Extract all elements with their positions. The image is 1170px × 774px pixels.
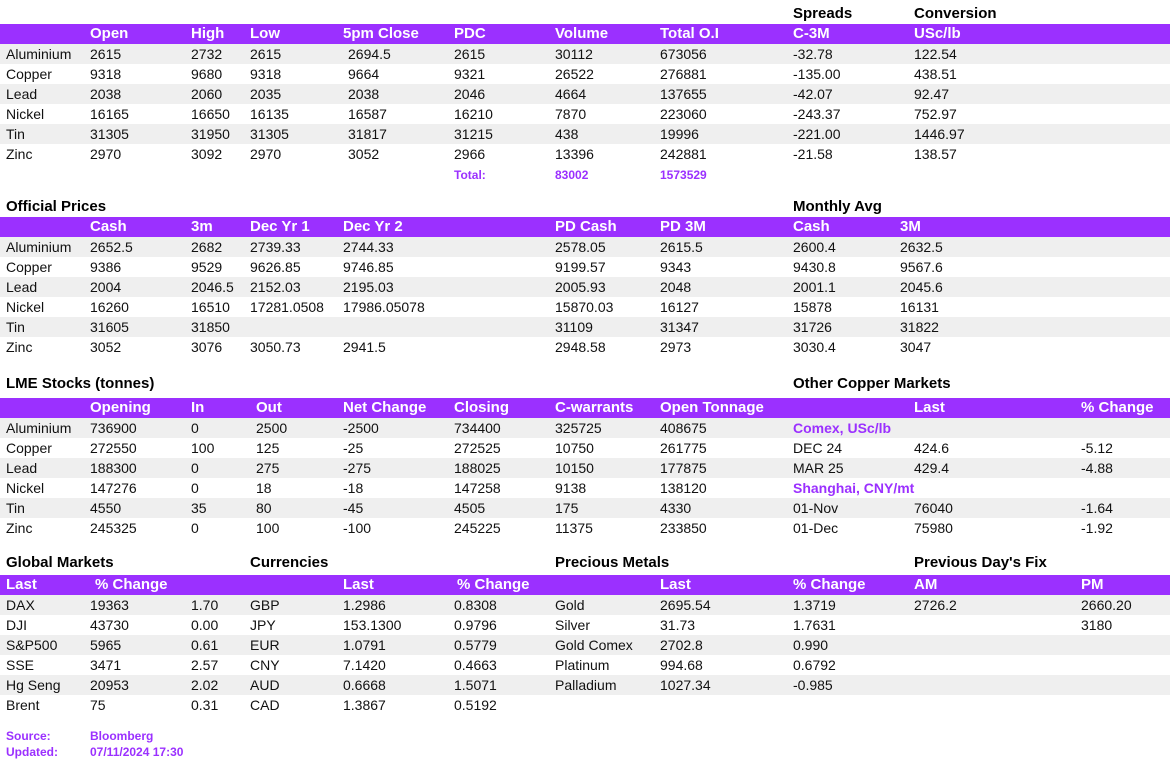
table-cell: 438.51 (914, 66, 957, 82)
table-cell: 138120 (660, 480, 707, 496)
market-subheader: Shanghai, CNY/mt (793, 480, 915, 496)
table-cell: 16210 (454, 106, 493, 122)
table-cell: 2970 (250, 146, 282, 162)
table-cell: 9318 (90, 66, 122, 82)
table-cell: 188300 (90, 460, 137, 476)
table-cell: 16131 (900, 299, 939, 315)
column-header: AM (914, 576, 938, 593)
metal-name: Zinc (6, 146, 33, 162)
table-cell: 137655 (660, 86, 707, 102)
table-cell: 2046.5 (191, 279, 234, 295)
column-header: Last (6, 576, 37, 593)
table-cell: Gold (555, 597, 585, 613)
table-cell: 2004 (90, 279, 122, 295)
column-header: PDC (454, 25, 486, 42)
table-cell: 9318 (250, 66, 282, 82)
table-cell: 9199.57 (555, 259, 606, 275)
table-cell: 9321 (454, 66, 486, 82)
table-cell: 16510 (191, 299, 230, 315)
table-cell: 0 (191, 420, 199, 436)
table-cell: 736900 (90, 420, 137, 436)
spreads-title: Spreads (793, 5, 853, 22)
table-cell: 0.5779 (454, 637, 497, 653)
table-cell: 2682 (191, 239, 223, 255)
table-cell: 2970 (90, 146, 122, 162)
table-cell: 0.61 (191, 637, 219, 653)
table-cell: 276881 (660, 66, 707, 82)
column-header: Cash (90, 218, 127, 235)
metal-name: Nickel (6, 480, 45, 496)
table-cell: 0 (191, 460, 199, 476)
table-cell: 2060 (191, 86, 223, 102)
total-volume: 83002 (555, 168, 589, 182)
table-cell: 2744.33 (343, 239, 394, 255)
table-cell: 0.9796 (454, 617, 497, 633)
total-open-interest: 1573529 (660, 168, 707, 182)
table-cell: 4330 (660, 500, 692, 516)
column-header: In (191, 399, 205, 416)
top-header-bar (0, 24, 1170, 44)
table-cell: 11375 (555, 520, 593, 536)
table-cell: 100 (256, 520, 280, 536)
table-cell: 16587 (348, 106, 387, 122)
table-cell: 2660.20 (1081, 597, 1132, 613)
table-cell: 223060 (660, 106, 707, 122)
contract-label: 01-Nov (793, 500, 839, 516)
table-cell: 0 (191, 520, 199, 536)
table-cell: 2732 (191, 46, 223, 62)
table-cell: 2726.2 (914, 597, 957, 613)
table-cell: 2739.33 (250, 239, 301, 255)
table-cell: 16165 (90, 106, 129, 122)
column-header: 5pm Close (343, 25, 419, 42)
column-header: Dec Yr 2 (343, 218, 403, 235)
table-cell: -2500 (343, 420, 379, 436)
table-cell: 245225 (454, 520, 501, 536)
table-cell: 0.8308 (454, 597, 497, 613)
table-cell: 2632.5 (900, 239, 943, 255)
table-cell: 9626.85 (250, 259, 301, 275)
global-markets-title: Global Markets (6, 554, 114, 571)
contract-label: DEC 24 (793, 440, 843, 456)
table-cell: 994.68 (660, 657, 703, 673)
table-cell: 9138 (555, 480, 587, 496)
column-header: PD Cash (555, 218, 617, 235)
table-cell: 0.5192 (454, 697, 497, 713)
table-cell: 2195.03 (343, 279, 394, 295)
table-cell: 7870 (555, 106, 587, 122)
column-header: C-warrants (555, 399, 634, 416)
row-stripe (0, 124, 1170, 144)
table-cell: 5965 (90, 637, 122, 653)
table-cell: 20953 (90, 677, 129, 693)
table-cell: 3471 (90, 657, 122, 673)
table-cell: SSE (6, 657, 35, 673)
table-cell: 734400 (454, 420, 501, 436)
table-cell: 2948.58 (555, 339, 606, 355)
table-cell: 125 (256, 440, 280, 456)
table-cell: 0.6792 (793, 657, 836, 673)
table-cell: Palladium (555, 677, 617, 693)
table-cell: 2048 (660, 279, 692, 295)
table-cell: GBP (250, 597, 280, 613)
pct-change: -1.92 (1081, 520, 1113, 536)
table-cell: 31305 (90, 126, 129, 142)
table-cell: 122.54 (914, 46, 957, 62)
table-cell: CNY (250, 657, 280, 673)
table-cell: 3076 (191, 339, 223, 355)
precious-metals-title: Precious Metals (555, 554, 670, 571)
pct-change: -5.12 (1081, 440, 1113, 456)
market-subheader: Comex, USc/lb (793, 420, 892, 436)
column-header: Out (256, 399, 282, 416)
table-cell: 3030.4 (793, 339, 836, 355)
table-cell: -0.985 (793, 677, 833, 693)
table-cell: EUR (250, 637, 280, 653)
table-cell: 272525 (454, 440, 501, 456)
table-cell: 147276 (90, 480, 137, 496)
table-cell: 26522 (555, 66, 594, 82)
column-header: Last (343, 576, 374, 593)
table-cell: -243.37 (793, 106, 841, 122)
table-cell: 31347 (660, 319, 699, 335)
table-cell: Brent (6, 697, 40, 713)
table-cell: 2.57 (191, 657, 219, 673)
updated-value: 07/11/2024 17:30 (90, 745, 184, 759)
contract-label: MAR 25 (793, 460, 844, 476)
column-header: High (191, 25, 225, 42)
table-cell: 7.1420 (343, 657, 386, 673)
metal-name: Lead (6, 279, 38, 295)
metal-name: Nickel (6, 106, 45, 122)
last-value: 76040 (914, 500, 953, 516)
table-cell: 10150 (555, 460, 594, 476)
column-header: Last (660, 576, 691, 593)
table-cell: 0.6668 (343, 677, 386, 693)
metal-name: Aluminium (6, 46, 72, 62)
table-cell: 4550 (90, 500, 122, 516)
metal-name: Tin (6, 500, 25, 516)
column-header: PD 3M (660, 218, 706, 235)
table-cell: 1446.97 (914, 126, 965, 142)
column-header: % Change (457, 576, 530, 593)
table-cell: 1.3719 (793, 597, 836, 613)
table-cell: -21.58 (793, 146, 833, 162)
table-cell: 3180 (1081, 617, 1113, 633)
column-header: Closing (454, 399, 509, 416)
metal-name: Zinc (6, 339, 33, 355)
column-header: 3m (191, 218, 213, 235)
table-cell: 3047 (900, 339, 932, 355)
column-header: USc/lb (914, 25, 961, 42)
column-header: Last (914, 399, 945, 416)
table-cell: 9680 (191, 66, 223, 82)
column-header: Volume (555, 25, 609, 42)
table-cell: -100 (343, 520, 372, 536)
table-cell: Platinum (555, 657, 610, 673)
source-label: Source: (6, 729, 51, 743)
table-cell: Gold Comex (555, 637, 633, 653)
table-cell: 1.70 (191, 597, 219, 613)
table-cell: 3052 (348, 146, 380, 162)
table-cell: 17281.0508 (250, 299, 324, 315)
table-cell: 31950 (191, 126, 230, 142)
table-cell: 177875 (660, 460, 707, 476)
other-copper-title: Other Copper Markets (793, 375, 951, 392)
table-cell: 3052 (90, 339, 122, 355)
table-cell: 31109 (555, 319, 593, 335)
table-cell: 438 (555, 126, 579, 142)
table-cell: 408675 (660, 420, 707, 436)
currencies-title: Currencies (250, 554, 329, 571)
table-cell: 261775 (660, 440, 707, 456)
last-value: 75980 (914, 520, 953, 536)
table-cell: 673056 (660, 46, 707, 62)
table-cell: 2600.4 (793, 239, 836, 255)
table-cell: -18 (343, 480, 364, 496)
column-header: % Change (95, 576, 168, 593)
column-header: Net Change (343, 399, 427, 416)
column-header: % Change (1081, 399, 1154, 416)
table-cell: JPY (250, 617, 276, 633)
table-cell: 325725 (555, 420, 602, 436)
table-cell: 16127 (660, 299, 699, 315)
row-stripe (0, 498, 1170, 518)
source-value: Bloomberg (90, 729, 154, 743)
table-cell: 16650 (191, 106, 230, 122)
last-value: 429.4 (914, 460, 950, 476)
metal-name: Zinc (6, 520, 33, 536)
table-cell: 2941.5 (343, 339, 386, 355)
column-header: Open (90, 25, 129, 42)
table-cell: 4505 (454, 500, 486, 516)
table-cell: -42.07 (793, 86, 833, 102)
table-cell: 2973 (660, 339, 692, 355)
column-header: Total O.I (660, 25, 719, 42)
table-cell: -135.00 (793, 66, 841, 82)
table-cell: 3092 (191, 146, 223, 162)
contract-label: 01-Dec (793, 520, 839, 536)
table-cell: 138.57 (914, 146, 957, 162)
table-cell: 2966 (454, 146, 486, 162)
table-cell: 2500 (256, 420, 288, 436)
table-cell: 35 (191, 500, 207, 516)
column-header: % Change (793, 576, 866, 593)
lme-stocks-title: LME Stocks (tonnes) (6, 375, 155, 392)
column-header: Low (250, 25, 280, 42)
global-header-bar (0, 575, 1170, 595)
table-cell: 245325 (90, 520, 137, 536)
table-cell: 80 (256, 500, 272, 516)
total-label: Total: (454, 168, 486, 182)
metal-name: Nickel (6, 299, 45, 315)
table-cell: 2615.5 (660, 239, 703, 255)
column-header: Cash (793, 218, 830, 235)
table-cell: 3050.73 (250, 339, 301, 355)
table-cell: -45 (343, 500, 364, 516)
table-cell: 17986.05078 (343, 299, 425, 315)
table-cell: 31215 (454, 126, 493, 142)
column-header: C-3M (793, 25, 830, 42)
table-cell: 31726 (793, 319, 832, 335)
table-cell: 10750 (555, 440, 594, 456)
table-cell: 0.4663 (454, 657, 497, 673)
table-cell: 18 (256, 480, 272, 496)
official-header-bar (0, 217, 1170, 237)
previous-fix-title: Previous Day's Fix (914, 554, 1047, 571)
table-cell: 9567.6 (900, 259, 943, 275)
table-cell: -275 (343, 460, 372, 476)
table-cell: 0.00 (191, 617, 219, 633)
table-cell: 31605 (90, 319, 129, 335)
table-cell: 16260 (90, 299, 129, 315)
table-cell: 100 (191, 440, 215, 456)
table-cell: 2035 (250, 86, 282, 102)
table-cell: 92.47 (914, 86, 950, 102)
table-cell: 2695.54 (660, 597, 711, 613)
metal-name: Aluminium (6, 239, 72, 255)
table-cell: 31822 (900, 319, 939, 335)
pct-change: -1.64 (1081, 500, 1113, 516)
table-cell: Silver (555, 617, 591, 633)
table-cell: 272550 (90, 440, 137, 456)
table-cell: 9664 (348, 66, 380, 82)
table-cell: DJI (6, 617, 27, 633)
metal-name: Copper (6, 440, 52, 456)
metal-name: Lead (6, 460, 38, 476)
column-header: Open Tonnage (660, 399, 764, 416)
table-cell: 19363 (90, 597, 129, 613)
metal-name: Aluminium (6, 420, 72, 436)
table-cell: 15870.03 (555, 299, 614, 315)
table-cell: 242881 (660, 146, 707, 162)
table-cell: 153.1300 (343, 617, 402, 633)
table-cell: -25 (343, 440, 364, 456)
table-cell: 0 (191, 480, 199, 496)
last-value: 424.6 (914, 440, 950, 456)
table-cell: 147258 (454, 480, 501, 496)
table-cell: 9343 (660, 259, 692, 275)
metal-name: Copper (6, 66, 52, 82)
column-header: Opening (90, 399, 151, 416)
table-cell: 275 (256, 460, 280, 476)
table-cell: 15878 (793, 299, 832, 315)
conversion-title: Conversion (914, 5, 997, 22)
table-cell: 75 (90, 697, 106, 713)
table-cell: 1.5071 (454, 677, 497, 693)
table-cell: AUD (250, 677, 280, 693)
table-cell: Hg Seng (6, 677, 61, 693)
table-cell: 2615 (90, 46, 122, 62)
table-cell: 1.7631 (793, 617, 836, 633)
table-cell: 752.97 (914, 106, 957, 122)
pct-change: -4.88 (1081, 460, 1113, 476)
table-cell: 13396 (555, 146, 594, 162)
table-cell: -32.78 (793, 46, 833, 62)
table-cell: 9386 (90, 259, 122, 275)
table-cell: 233850 (660, 520, 707, 536)
table-cell: 2001.1 (793, 279, 836, 295)
table-cell: 2038 (348, 86, 380, 102)
table-cell: 4664 (555, 86, 587, 102)
table-cell: 1.3867 (343, 697, 386, 713)
column-header: Dec Yr 1 (250, 218, 310, 235)
metal-name: Tin (6, 126, 25, 142)
metal-name: Lead (6, 86, 38, 102)
table-cell: 2615 (454, 46, 486, 62)
official-prices-title: Official Prices (6, 198, 107, 215)
column-header: 3M (900, 218, 921, 235)
stocks-header-bar (0, 398, 1170, 418)
table-cell: 0.990 (793, 637, 829, 653)
table-cell: 2578.05 (555, 239, 606, 255)
table-cell: 1.0791 (343, 637, 386, 653)
table-cell: 1.2986 (343, 597, 386, 613)
table-cell: S&P500 (6, 637, 58, 653)
row-stripe (0, 595, 1170, 615)
table-cell: 2.02 (191, 677, 219, 693)
table-cell: 175 (555, 500, 579, 516)
table-cell: 2702.8 (660, 637, 703, 653)
table-cell: 19996 (660, 126, 699, 142)
metal-name: Tin (6, 319, 25, 335)
table-cell: 16135 (250, 106, 289, 122)
table-cell: -221.00 (793, 126, 841, 142)
table-cell: 9529 (191, 259, 223, 275)
table-cell: 2045.6 (900, 279, 943, 295)
table-cell: 188025 (454, 460, 501, 476)
table-cell: 31817 (348, 126, 387, 142)
table-cell: 2615 (250, 46, 282, 62)
table-cell: 9746.85 (343, 259, 394, 275)
table-cell: 2152.03 (250, 279, 301, 295)
monthly-avg-title: Monthly Avg (793, 198, 882, 215)
updated-label: Updated: (6, 745, 58, 759)
column-header: PM (1081, 576, 1104, 593)
table-cell: 2046 (454, 86, 486, 102)
table-cell: DAX (6, 597, 35, 613)
table-cell: CAD (250, 697, 280, 713)
table-cell: 2694.5 (348, 46, 391, 62)
table-cell: 31850 (191, 319, 230, 335)
metal-name: Copper (6, 259, 52, 275)
table-cell: 0.31 (191, 697, 219, 713)
table-cell: 2005.93 (555, 279, 606, 295)
table-cell: 31.73 (660, 617, 696, 633)
table-cell: 1027.34 (660, 677, 711, 693)
table-cell: 43730 (90, 617, 129, 633)
table-cell: 2038 (90, 86, 122, 102)
table-cell: 31305 (250, 126, 289, 142)
table-cell: 2652.5 (90, 239, 133, 255)
table-cell: 9430.8 (793, 259, 836, 275)
table-cell: 30112 (555, 46, 593, 62)
